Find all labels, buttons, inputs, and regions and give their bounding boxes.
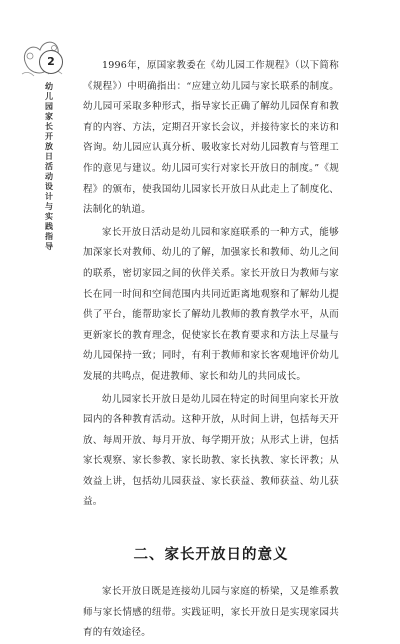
paragraph: 幼儿园家长开放日是幼儿园在特定的时间里向家长开放园内的各种教育活动。这种开放，从时间上讲，包括每天开放、每周开放、每月开放、每学期开放；从形式上讲，包括家长观察、家长参教、家长助教、家长执教、家长评教；从效益上讲，包括幼儿园获益、家长获益、教师获益、幼儿获益。 — [83, 393, 339, 508]
running-title: 幼儿园家长开放日活动设计与实践指导 — [45, 82, 53, 251]
paragraph: 1996年，原国家教委在《幼儿园工作规程》（以下简称《规程》）中明确指出：“应建立幼儿园与家长联系的制度。幼儿园可采取多种形式，指导家长正确了解幼儿园保育和教育的内容、方法，定期召开家长会议，并接待家长的来访和咨询。幼儿园应认真分析、吸收家长对幼儿园教育与管理工作的意见与建议。幼儿园可实行对家长开放日的制度。”《规程》的颁布，使我国幼儿园家长开放日从此走上了制度化、法制化的轨道。 — [83, 60, 339, 216]
section-heading: 二、家长开放日的意义 — [133, 547, 289, 564]
paragraph: 家长开放日活动是幼儿园和家庭联系的一种方式，能够加深家长对教师、幼儿的了解，加强家长和教师、幼儿之间的联系，密切家园之间的伙伴关系。家长开放日为教师与家长在同一时间和空间范围内共同近距离地观察和了解幼儿提供了平台，能帮助家长了解幼儿教师的教育教学水平，从而更新家长的教育理念，促使家长在教育要求和方法上尽量与幼儿园保持一致；同时，有利于教师和家长客观地评价幼儿发展的共鸣点，促进教师、家长和幼儿的共同成长。 — [83, 226, 339, 382]
page-number: 2 — [39, 50, 63, 74]
paragraph: 家长开放日既是连接幼儿园与家庭的桥梁，又是维系教师与家长情感的纽带。实践证明，家长开放日是实现家园共育的有效途径。 — [83, 586, 339, 639]
main-text — [83, 56, 339, 644]
